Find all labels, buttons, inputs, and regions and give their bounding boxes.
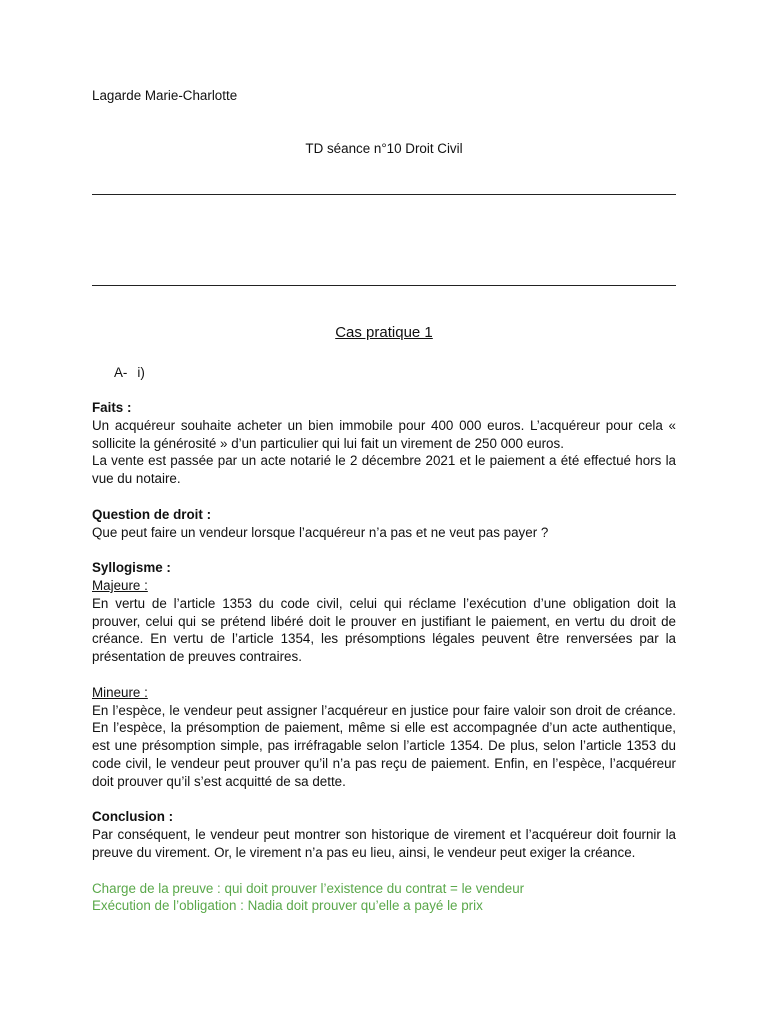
horizontal-rule-bottom (92, 285, 676, 286)
conclusion-label: Conclusion : (92, 809, 174, 825)
note-line-2: Exécution de l’obligation : Nadia doit prouver qu’elle a payé le prix (92, 898, 483, 914)
note-line-1: Charge de la preuve : qui doit prouver l’existence du contrat = le vendeur (92, 880, 525, 896)
mineure-label: Mineure : (92, 684, 148, 700)
faits-label: Faits : (92, 400, 132, 415)
syllogisme-label: Syllogisme : (92, 560, 171, 576)
mineure-text: En l’espèce, le vendeur peut assigner l’acquéreur en justice pour faire valoir son droit de créance. En l’espèce, la présomption de paiement, même si elle est accompagnée d’un acte authentique, est une présomption simple, pas irréfragable selon l’article 1354. De plus, selon l’article 1353 du code civil, le vendeur peut prouver qu’il n’a pas reçu de paiement. Enfin, en l’espèce, l’acquéreur doit prouver qu’il s’est acquitté de sa dette. (92, 702, 676, 789)
majeure-text: En vertu de l’article 1353 du code civil, celui qui réclame l’exécution d’une obligation doit la prouver, celui qui se prétend libéré doit le prouver en justifiant le paiement, en vertu du droit de créance. En vertu de l’article 1354, les présomptions légales peuvent être renversées par la présentation de preuves contraires. (92, 595, 676, 665)
question-label: Question de droit : (92, 506, 212, 522)
document-title: TD séance n°10 Droit Civil (305, 141, 463, 156)
subsection-letter: A- (114, 365, 128, 380)
subsection-roman: i) (137, 365, 145, 380)
horizontal-rule-top (92, 194, 676, 195)
faits-text: Un acquéreur souhaite acheter un bien immobile pour 400 000 euros. L’acquéreur pour cela « sollicite la générosité » d’un particulier qui lui fait un virement de 250 000 euros. (92, 417, 676, 451)
author-name: Lagarde Marie-Charlotte (92, 88, 238, 103)
majeure-label: Majeure : (92, 577, 148, 593)
faits-text-2: La vente est passée par un acte notarié le 2 décembre 2021 et le paiement a été effectué hors la vue du notaire. (92, 453, 676, 487)
subsection-heading (114, 364, 145, 382)
conclusion-text: Par conséquent, le vendeur peut montrer son historique de virement et l’acquéreur doit fournir la preuve du virement. Or, le virement n’a pas eu lieu, ainsi, le vendeur peut exiger la créance. (92, 827, 676, 860)
question-text: Que peut faire un vendeur lorsque l’acquéreur n’a pas et ne veut pas payer ? (92, 524, 549, 540)
case-title: Cas pratique 1 (335, 324, 433, 341)
document-body (92, 399, 676, 915)
